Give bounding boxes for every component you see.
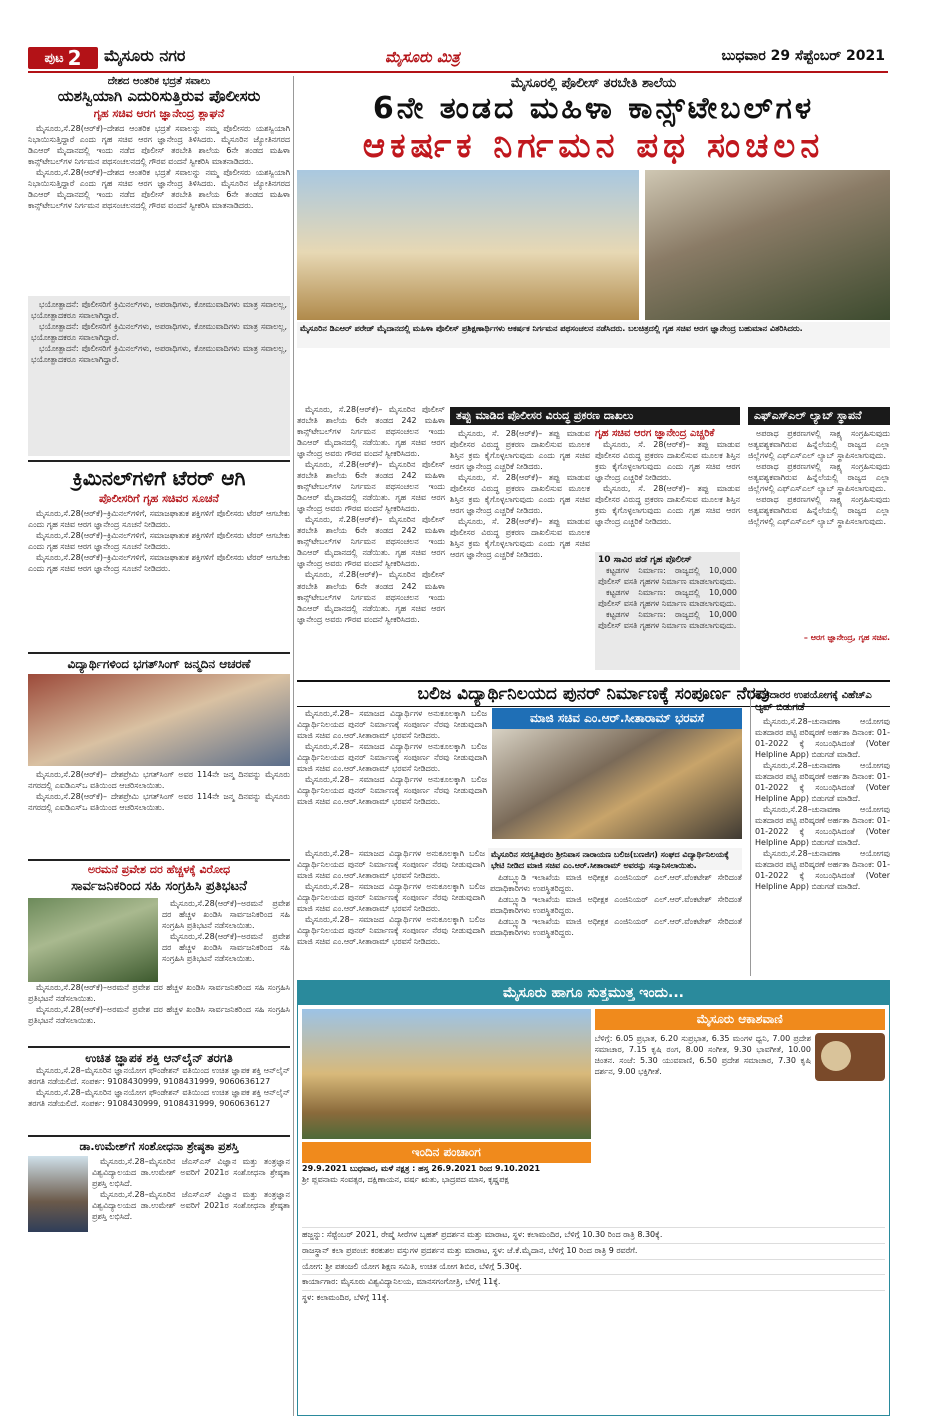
article-body [450,428,590,673]
article-body-continued [28,982,290,1042]
main-article [297,76,890,348]
article-headline: ಮತದಾರರ ಉಪಯೋಗಕ್ಕೆ ವಿಹೆಚ್‌ಎ ಆ್ಯಪ್ ಬಿಡುಗಡೆ [755,690,872,713]
article-paragraph: ಮೈಸೂರು,ಸೆ.28– ಸಮಾಜದ ವಿದ್ಯಾರ್ಥಿಗಳ ಅನುಕೂಲಕ್ಕಾಗಿ ಬಲಿಜ ವಿದ್ಯಾರ್ಥಿನಿಲಯದ ಪುನರ್ ನಿರ್ಮಾಣಕ್ಕೆ ಸಂಪೂರ್ಣ ನೆರವು ನೀಡುವುದಾಗಿ ಮಾಜಿ ಸಚಿವ ಎಂ.ಆರ್.ಸೀತಾರಾಮ್ ಭರವಸೆ ನೀಡಿದರು. [297,775,487,807]
article-kicker: ದೇಶದ ಆಂತರಿಕ ಭದ್ರತೆ ಸವಾಲು [107,76,211,87]
panchang-detail: ಶ್ರೀ ಪ್ಲವನಾಮ ಸಂವತ್ಸರ, ದಕ್ಷಿಣಾಯನ, ವರ್ಷ ಋತು, ಭಾದ್ರಪದ ಮಾಸ, ಕೃಷ್ಣಪಕ್ಷ [302,1175,509,1185]
article-sidebar-box [28,296,290,456]
info-box-paragraph: ಕಟ್ಟಡಗಳ ನಿರ್ಮಾಣ: ರಾಜ್ಯದಲ್ಲಿ 10,000 ಪೊಲೀಸ್ ವಸತಿ ಗೃಹಗಳ ನಿರ್ಮಾಣ ಮಾಡಲಾಗುವುದು. [598,588,737,609]
info-box-paragraph: ಕಟ್ಟಡಗಳ ನಿರ್ಮಾಣ: ರಾಜ್ಯದಲ್ಲಿ 10,000 ಪೊಲೀಸ್ ವಸತಿ ಗೃಹಗಳ ನಿರ್ಮಾಣ ಮಾಡಲಾಗುವುದು. [598,610,737,631]
article-body [595,439,740,549]
article-body [28,123,290,293]
story-column-2 [450,404,740,679]
column-divider [293,76,294,1416]
main-photo-caption: ಮೈಸೂರಿನ ಡಿಎಆರ್ ಪರೇಡ್ ಮೈದಾನದಲ್ಲಿ ಮಹಿಳಾ ಪೊಲೀಸ್ ಪ್ರಶಿಕ್ಷಣಾರ್ಥಿಗಳು ಆಕರ್ಷಕ ನಿರ್ಗಮನ ಪಥಸಂಚಲನ ನಡೆಸಿದರು. ಬಲಚಿತ್ರದಲ್ಲಿ ಗೃಹ ಸಚಿವ ಆರಗ ಜ್ಞಾನೇಂದ್ರ ಬಹುಮಾನ ವಿತರಿಸಿದರು. [297,322,890,348]
article-body [297,404,445,679]
article-paragraph: ಮೈಸೂರು, ಸೆ.28(ಆರ್‌ಕೆ)– ಮೈಸೂರಿನ ಪೊಲೀಸ್ ತರಬೇತಿ ಶಾಲೆಯ 6ನೇ ತಂಡದ 242 ಮಹಿಳಾ ಕಾನ್ಸ್‌ಟೇಬಲ್‌ಗಳ ನಿರ್ಗಮನ ಪಥಸಂಚಲನ ಇಂದು ಡಿಎಆರ್ ಮೈದಾನದಲ್ಲಿ ನಡೆಯಿತು. ಗೃಹ ಸಚಿವ ಆರಗ ಜ್ಞಾನೇಂದ್ರ ಅವರು ಗೌರವ ವಂದನೆ ಸ್ವೀಕರಿಸಿದರು. [297,570,445,624]
article-headline: ಉಚಿತ ಜ್ಞಾಪಕ ಶಕ್ತಿ ಆನ್‌ಲೈನ್ ತರಗತಿ [85,1050,233,1065]
info-box [595,552,740,670]
masthead [0,0,945,72]
article-security [28,76,290,462]
ceremony-photo [645,170,890,320]
article-headline: ಯಶಸ್ವಿಯಾಗಿ ಎದುರಿಸುತ್ತಿರುವ ಪೊಲೀಸರು [57,87,261,105]
quote-attribution: – ಆರಗ ಜ್ಞಾನೇಂದ್ರ, ಗೃಹ ಸಚಿವ. [803,633,890,642]
parade-photo [297,170,639,320]
article-paragraph: ಮೈಸೂರು,ಸೆ.28(ಆರ್‌ಕೆ)–ಕ್ರಿಮಿನಲ್‌ಗಳಿಗೆ, ಸಮಾಜಘಾತುಕ ಶಕ್ತಿಗಳಿಗೆ ಪೊಲೀಸರು ಟೆರರ್ ಆಗಬೇಕು ಎಂದು ಗೃಹ ಸಚಿವ ಆರಗ ಜ್ಞಾನೇಂದ್ರ ಸೂಚನೆ ನೀಡಿದರು. [28,509,290,530]
article-paragraph: ಮೈಸೂರು,ಸೆ.28(ಆರ್‌ಕೆ)–ದೇಶದ ಆಂತರಿಕ ಭದ್ರತೆ ಸವಾಲನ್ನು ನಮ್ಮ ಪೊಲೀಸರು ಯಶಸ್ವಿಯಾಗಿ ನಿಭಾಯಿಸುತ್ತಿದ್ದಾರೆ ಎಂದು ಗೃಹ ಸಚಿವ ಆರಗ ಜ್ಞಾನೇಂದ್ರ ತಿಳಿಸಿದರು. ಮೈಸೂರಿನ ಜ್ಯೋತಿನಗರದ ಡಿಎಆರ್ ಮೈದಾನದಲ್ಲಿ ಇಂದು ನಡೆದ ಪೊಲೀಸ್ ತರಬೇತಿ ಶಾಲೆಯ 6ನೇ ತಂಡದ ಮಹಿಳಾ ಕಾನ್ಸ್‌ಟೇಬಲ್‌ಗಳ ನಿರ್ಗಮನ ಪಥಸಂಚಲನದಲ್ಲಿ ಗೌರವ ವಂದನೆ ಸ್ವೀಕರಿಸಿ ಮಾತನಾಡಿದರು. [28,168,290,211]
article-online-class [28,1051,290,1137]
article-paragraph: ಮೈಸೂರು,ಸೆ.28–ಚುನಾವಣಾ ಆಯೋಗವು ಮತದಾರರ ಪಟ್ಟಿ ಪರಿಷ್ಕರಣೆ ಅರ್ಹತಾ ದಿನಾಂಕ: 01-01-2022 ಕ್ಕೆ ಸಂಬಂಧಿಸಿದಂತೆ (Voter Helpline App) ಬಿಡುಗಡೆ ಮಾಡಿದೆ. [755,717,890,760]
quote-paragraph: ಅಪರಾಧ ಪ್ರಕರಣಗಳಲ್ಲಿ ಸಾಕ್ಷ್ಯ ಸಂಗ್ರಹಿಸುವುದು ಅತ್ಯವಶ್ಯಕವಾಗಿರುವ ಹಿನ್ನೆಲೆಯಲ್ಲಿ ರಾಜ್ಯದ ಎಲ್ಲಾ ಜಿಲ್ಲೆಗಳಲ್ಲಿ ಎಫ್‌ಎಸ್‌ಎಲ್ ಲ್ಯಾಬ್ ಸ್ಥಾಪಿಸಲಾಗುವುದು. [748,495,890,527]
balija-headline: ಬಲಿಜ ವಿದ್ಯಾರ್ಥಿನಿಲಯದ ಪುನರ್ ನಿರ್ಮಾಣಕ್ಕೆ ಸಂಪೂರ್ಣ ನೆರವು [297,680,890,707]
protest-photo [28,898,158,982]
info-box-body [598,565,737,631]
article-paragraph: ಮೈಸೂರು, ಸೆ. 28(ಆರ್‌ಕೆ)– ತಪ್ಪು ಮಾಡುವ ಪೊಲೀಸರ ವಿರುದ್ಧ ಪ್ರಕರಣ ದಾಖಲಿಸುವ ಮೂಲಕ ಶಿಸ್ತಿನ ಕ್ರಮ ಕೈಗೊಳ್ಳಲಾಗುವುದು ಎಂದು ಗೃಹ ಸಚಿವ ಆರಗ ಜ್ಞಾನೇಂದ್ರ ಎಚ್ಚರಿಕೆ ನೀಡಿದರು. [450,517,590,560]
event-item: ಕಾರ್ಯಾಗಾರ: ಮೈಸೂರು ವಿಶ್ವವಿದ್ಯಾನಿಲಯ, ಮಾನಸಗಂಗೋತ್ರಿ, ಬೆಳಿಗ್ಗೆ 11ಕ್ಕೆ. [302,1274,885,1290]
article-subhead: ಗೃಹ ಸಚಿವ ಆರಗ ಜ್ಞಾನೇಂದ್ರ ಎಚ್ಚರಿಕೆ [595,428,715,439]
story-column-1 [297,404,445,679]
article-body [755,716,890,966]
article-award [28,1140,290,1231]
info-box-paragraph: ಕಟ್ಟಡಗಳ ನಿರ್ಮಾಣ: ರಾಜ್ಯದಲ್ಲಿ 10,000 ಪೊಲೀಸ್ ವಸತಿ ಗೃಹಗಳ ನಿರ್ಮಾಣ ಮಾಡಲಾಗುವುದು. [598,566,737,587]
article-body [92,1156,290,1232]
article-paragraph: ಮೈಸೂರು, ಸೆ.28(ಆರ್‌ಕೆ)– ಮೈಸೂರಿನ ಪೊಲೀಸ್ ತರಬೇತಿ ಶಾಲೆಯ 6ನೇ ತಂಡದ 242 ಮಹಿಳಾ ಕಾನ್ಸ್‌ಟೇಬಲ್‌ಗಳ ನಿರ್ಗಮನ ಪಥಸಂಚಲನ ಇಂದು ಡಿಎಆರ್ ಮೈದಾನದಲ್ಲಿ ನಡೆಯಿತು. ಗೃಹ ಸಚಿವ ಆರಗ ಜ್ಞಾನೇಂದ್ರ ಅವರು ಗೌರವ ವಂದನೆ ಸ್ವೀಕರಿಸಿದರು. [297,405,445,459]
article-body [297,708,487,843]
event-item: ಹಜ್ಜನ್ನು: ಸೆಪ್ಟೆಂಬರ್ 2021, ರೇಷ್ಮೆ ಸೀರೆಗಳ ಬೃಹತ್ ಪ್ರದರ್ಶನ ಮತ್ತು ಮಾರಾಟ, ಸ್ಥಳ: ಕಲಾಮಂದಿರ, ಬೆಳಿಗ್ಗೆ 10.30 ರಿಂದ ರಾತ್ರಿ 8.30ಕ್ಕೆ. [302,1227,885,1243]
article-palace-protest [28,863,290,1048]
main-headline-1: 6ನೇ ತಂಡದ ಮಹಿಳಾ ಕಾನ್ಸ್‌ಟೇಬಲ್‌ಗಳ [372,91,815,126]
article-paragraph: ಮೈಸೂರು, ಸೆ. 28(ಆರ್‌ಕೆ)– ತಪ್ಪು ಮಾಡುವ ಪೊಲೀಸರ ವಿರುದ್ಧ ಪ್ರಕರಣ ದಾಖಲಿಸುವ ಮೂಲಕ ಶಿಸ್ತಿನ ಕ್ರಮ ಕೈಗೊಳ್ಳಲಾಗುವುದು ಎಂದು ಗೃಹ ಸಚಿವ ಆರಗ ಜ್ಞಾನೇಂದ್ರ ಎಚ್ಚರಿಕೆ ನೀಡಿದರು. [450,429,590,472]
balija-body-right [490,872,742,976]
mysore-palace-photo [302,1009,591,1139]
article-paragraph: ಮೈಸೂರು,ಸೆ.28(ಆರ್‌ಕೆ)–ಅರಮನೆ ಪ್ರವೇಶ ದರ ಹೆಚ್ಚಳ ಖಂಡಿಸಿ ಸಾರ್ವಜನಿಕರಿಂದ ಸಹಿ ಸಂಗ್ರಹಿಸಿ ಪ್ರತಿಭಟನೆ ನಡೆಸಲಾಯಿತು. [162,932,290,964]
article-paragraph: ಮೈಸೂರು,ಸೆ.28(ಆರ್‌ಕೆ)–ದೇಶದ ಆಂತರಿಕ ಭದ್ರತೆ ಸವಾಲನ್ನು ನಮ್ಮ ಪೊಲೀಸರು ಯಶಸ್ವಿಯಾಗಿ ನಿಭಾಯಿಸುತ್ತಿದ್ದಾರೆ ಎಂದು ಗೃಹ ಸಚಿವ ಆರಗ ಜ್ಞಾನೇಂದ್ರ ತಿಳಿಸಿದರು. ಮೈಸೂರಿನ ಜ್ಯೋತಿನಗರದ ಡಿಎಆರ್ ಮೈದಾನದಲ್ಲಿ ಇಂದು ನಡೆದ ಪೊಲೀಸ್ ತರಬೇತಿ ಶಾಲೆಯ 6ನೇ ತಂಡದ ಮಹಿಳಾ ಕಾನ್ಸ್‌ಟೇಬಲ್‌ಗಳ ನಿರ್ಗಮನ ಪಥಸಂಚಲನದಲ್ಲಿ ಗೌರವ ವಂದನೆ ಸ್ವೀಕರಿಸಿ ಮಾತನಾಡಿದರು. [28,124,290,167]
article-paragraph: ಪಿಡಬ್ಲ್ಯೂಡಿ ಇಲಾಖೆಯ ಮಾಜಿ ಅಧೀಕ್ಷಕ ಎಂಜಿನಿಯರ್ ಎಲ್.ಆರ್.ವೆಂಕಟೇಶ್ ಸೇರಿದಂತೆ ಪದಾಧಿಕಾರಿಗಳು ಉಪಸ್ಥಿತರಿದ್ದರು. [490,895,742,916]
article-body [28,769,290,855]
event-venue: ಸ್ಥಳ: ಕಲಾಮಂದಿರ, ಬೆಳಿಗ್ಗೆ 11ಕ್ಕೆ. [302,1290,885,1306]
story-column-3 [748,404,890,679]
section-bar: ತಪ್ಪು ಮಾಡಿದ ಪೊಲೀಸರ ವಿರುದ್ಧ ಪ್ರಕರಣ ದಾಖಲು [450,407,740,425]
today-bar: ಮೈಸೂರು ಹಾಗೂ ಸುತ್ತಮುತ್ತ ಇಂದು... [298,981,889,1005]
article-body [28,1065,290,1131]
event-item: ಯೋಗ: ಶ್ರೀ ಪತಂಜಲಿ ಯೋಗ ಶಿಕ್ಷಣ ಸಮಿತಿ, ಉಚಿತ ಯೋಗ ಶಿಬಿರ, ಬೆಳಿಗ್ಗೆ 5.30ಕ್ಕೆ. [302,1259,885,1275]
section-bar: ಎಫ್‌ಎಸ್‌ಎಲ್ ಲ್ಯಾಬ್ ಸ್ಥಾಪನೆ [748,407,890,425]
issue-date: ಬುಧವಾರ 29 ಸೆಪ್ಟೆಂಬರ್ 2021 [721,48,885,64]
article-paragraph: ಮೈಸೂರು,ಸೆ.28–ಚುನಾವಣಾ ಆಯೋಗವು ಮತದಾರರ ಪಟ್ಟಿ ಪರಿಷ್ಕರಣೆ ಅರ್ಹತಾ ದಿನಾಂಕ: 01-01-2022 ಕ್ಕೆ ಸಂಬಂಧಿಸಿದಂತೆ (Voter Helpline App) ಬಿಡುಗಡೆ ಮಾಡಿದೆ. [755,761,890,804]
today-section [297,980,890,1416]
page-number: 2 [67,46,82,70]
article-paragraph: ಮೈಸೂರು, ಸೆ. 28(ಆರ್‌ಕೆ)– ತಪ್ಪು ಮಾಡುವ ಪೊಲೀಸರ ವಿರುದ್ಧ ಪ್ರಕರಣ ದಾಖಲಿಸುವ ಮೂಲಕ ಶಿಸ್ತಿನ ಕ್ರಮ ಕೈಗೊಳ್ಳಲಾಗುವುದು ಎಂದು ಗೃಹ ಸಚಿವ ಆರಗ ಜ್ಞಾನೇಂದ್ರ ಎಚ್ಚರಿಕೆ ನೀಡಿದರು. [450,473,590,516]
balija-article [297,708,742,843]
paper-logo: ಮೈಸೂರು ಮಿತ್ರ [385,48,460,66]
article-paragraph: ಮೈಸೂರು,ಸೆ.28–ಮೈಸೂರಿನ ಜೆಎಸ್‌ಎಸ್ ವಿಜ್ಞಾನ ಮತ್ತು ತಂತ್ರಜ್ಞಾನ ವಿಶ್ವವಿದ್ಯಾಲಯದ ಡಾ.ಉಮೇಶ್ ಅವರಿಗೆ 2021ರ ಸಂಶೋಧನಾ ಶ್ರೇಷ್ಠತಾ ಪ್ರಶಸ್ತಿ ಲಭಿಸಿದೆ. [92,1156,290,1188]
article-crime [28,466,290,654]
masthead-rule [28,71,888,73]
article-paragraph: ಮೈಸೂರು,ಸೆ.28(ಆರ್‌ಕೆ)– ದೇಶಪ್ರೇಮಿ ಭಗತ್‌ಸಿಂಗ್ ಅವರ 114ನೇ ಜನ್ಮ ದಿನವನ್ನು ಮೈಸೂರು ನಗರದಲ್ಲಿ ಎಐಡಿಎಸ್‌ಒ ವತಿಯಿಂದ ಆಚರಿಸಲಾಯಿತು. [28,792,290,813]
sidebar-paragraph: ಭಯೋತ್ಪಾದನೆ: ಪೊಲೀಸರಿಗೆ ಕ್ರಿಮಿನಲ್‌ಗಳು, ಅಪರಾಧಿಗಳು, ಕೋಮುವಾದಿಗಳು ಮಾತ್ರ ಸವಾಲಲ್ಲ, ಭಯೋತ್ಪಾದಕರೂ ಸವಾಲಾಗಿದ್ದಾರೆ. [31,344,287,365]
article-paragraph: ಪಿಡಬ್ಲ್ಯೂಡಿ ಇಲಾಖೆಯ ಮಾಜಿ ಅಧೀಕ್ಷಕ ಎಂಜಿನಿಯರ್ ಎಲ್.ಆರ್.ವೆಂಕಟೇಶ್ ಸೇರಿದಂತೆ ಪದಾಧಿಕಾರಿಗಳು ಉಪಸ್ಥಿತರಿದ್ದರು. [490,873,742,894]
article-paragraph: ಮೈಸೂರು, ಸೆ.28(ಆರ್‌ಕೆ)– ಮೈಸೂರಿನ ಪೊಲೀಸ್ ತರಬೇತಿ ಶಾಲೆಯ 6ನೇ ತಂಡದ 242 ಮಹಿಳಾ ಕಾನ್ಸ್‌ಟೇಬಲ್‌ಗಳ ನಿರ್ಗಮನ ಪಥಸಂಚಲನ ಇಂದು ಡಿಎಆರ್ ಮೈದಾನದಲ್ಲಿ ನಡೆಯಿತು. ಗೃಹ ಸಚಿವ ಆರಗ ಜ್ಞಾನೇಂದ್ರ ಅವರು ಗೌರವ ವಂದನೆ ಸ್ವೀಕರಿಸಿದರು. [297,515,445,569]
event-item: ರಾಜಸ್ಥಾನ್ ಕಲಾ ಪ್ರಪಂಚ: ಕರಕುಶಲ ವಸ್ತುಗಳ ಪ್ರದರ್ಶನ ಮತ್ತು ಮಾರಾಟ, ಸ್ಥಳ: ಜೆ.ಕೆ.ಮೈದಾನ, ಬೆಳಿಗ್ಗೆ 10 ರಿಂದ ರಾತ್ರಿ 9 ರವರೆಗೆ. [302,1243,885,1259]
article-paragraph: ಮೈಸೂರು,ಸೆ.28(ಆರ್‌ಕೆ)–ಕ್ರಿಮಿನಲ್‌ಗಳಿಗೆ, ಸಮಾಜಘಾತುಕ ಶಕ್ತಿಗಳಿಗೆ ಪೊಲೀಸರು ಟೆರರ್ ಆಗಬೇಕು ಎಂದು ಗೃಹ ಸಚಿವ ಆರಗ ಜ್ಞಾನೇಂದ್ರ ಸೂಚನೆ ನೀಡಿದರು. [28,531,290,552]
quote-body [748,428,890,633]
sidebar-paragraph: ಭಯೋತ್ಪಾದನೆ: ಪೊಲೀಸರಿಗೆ ಕ್ರಿಮಿನಲ್‌ಗಳು, ಅಪರಾಧಿಗಳು, ಕೋಮುವಾದಿಗಳು ಮಾತ್ರ ಸವಾಲಲ್ಲ, ಭಯೋತ್ಪಾದಕರೂ ಸವಾಲಾಗಿದ್ದಾರೆ. [31,300,287,321]
photo-bar: ಮಾಜಿ ಸಚಿವ ಎಂ.ಆರ್.ಸೀತಾರಾಮ್ ಭರವಸೆ [492,708,742,729]
main-kicker: ಮೈಸೂರಲ್ಲಿ ಪೊಲೀಸ್ ತರಬೇತಿ ಶಾಲೆಯ [510,76,677,91]
article-body [162,898,290,982]
radio-bar: ಮೈಸೂರು ಆಕಾಶವಾಣಿ [595,1009,886,1030]
article-headline: ಸಾರ್ವಜನಿಕರಿಂದ ಸಹಿ ಸಂಗ್ರಹಿಸಿ ಪ್ರತಿಭಟನೆ [71,879,247,895]
article-headline: ವಿದ್ಯಾರ್ಥಿಗಳಿಂದ ಭಗತ್‌ಸಿಂಗ್ ಜನ್ಮದಿನ ಆಚರಣೆ [67,657,251,671]
article-subhead: ಗೃಹ ಸಚಿವ ಆರಗ ಜ್ಞಾನೇಂದ್ರ ಶ್ಲಾಘನೆ [93,107,225,120]
voters-article [750,690,890,976]
article-paragraph: ಮೈಸೂರು,ಸೆ.28(ಆರ್‌ಕೆ)–ಕ್ರಿಮಿನಲ್‌ಗಳಿಗೆ, ಸಮಾಜಘಾತುಕ ಶಕ್ತಿಗಳಿಗೆ ಪೊಲೀಸರು ಟೆರರ್ ಆಗಬೇಕು ಎಂದು ಗೃಹ ಸಚಿವ ಆರಗ ಜ್ಞಾನೇಂದ್ರ ಸೂಚನೆ ನೀಡಿದರು. [28,553,290,574]
balija-photo-caption: ಮೈಸೂರಿನ ಸರಸ್ವತಿಪುರಂ ಶ್ರೀನಿವಾಸ ನಾರಾಯಣ ಬಲಿಜ(ಬಣಜಿಗ) ಸಂಘದ ವಿದ್ಯಾರ್ಥಿನಿಲಯಕ್ಕೆ ಭೇಟಿ ನೀಡಿದ ಮಾಜಿ ಸಚಿವ ಎಂ.ಆರ್.ಸೀತಾರಾಮ್ ಅವರನ್ನು ಸನ್ಮಾನಿಸಲಾಯಿತು. [488,848,742,870]
page-number-badge [28,47,98,69]
info-box-title: 10 ಸಾವಿರ ಪಡೆ ಗೃಹ ಪೊಲೀಸ್ [598,555,692,565]
article-paragraph: ಮೈಸೂರು,ಸೆ.28– ಸಮಾಜದ ವಿದ್ಯಾರ್ಥಿಗಳ ಅನುಕೂಲಕ್ಕಾಗಿ ಬಲಿಜ ವಿದ್ಯಾರ್ಥಿನಿಲಯದ ಪುನರ್ ನಿರ್ಮಾಣಕ್ಕೆ ಸಂಪೂರ್ಣ ನೆರವು ನೀಡುವುದಾಗಿ ಮಾಜಿ ಸಚಿವ ಎಂ.ಆರ್.ಸೀತಾರಾಮ್ ಭರವಸೆ ನೀಡಿದರು. [297,709,487,741]
article-paragraph: ಮೈಸೂರು,ಸೆ.28– ಸಮಾಜದ ವಿದ್ಯಾರ್ಥಿಗಳ ಅನುಕೂಲಕ್ಕಾಗಿ ಬಲಿಜ ವಿದ್ಯಾರ್ಥಿನಿಲಯದ ಪುನರ್ ನಿರ್ಮಾಣಕ್ಕೆ ಸಂಪೂರ್ಣ ನೆರವು ನೀಡುವುದಾಗಿ ಮಾಜಿ ಸಚಿವ ಎಂ.ಆರ್.ಸೀತಾರಾಮ್ ಭರವಸೆ ನೀಡಿದರು. [297,849,485,881]
article-paragraph: ಮೈಸೂರು,ಸೆ.28– ಸಮಾಜದ ವಿದ್ಯಾರ್ಥಿಗಳ ಅನುಕೂಲಕ್ಕಾಗಿ ಬಲಿಜ ವಿದ್ಯಾರ್ಥಿನಿಲಯದ ಪುನರ್ ನಿರ್ಮಾಣಕ್ಕೆ ಸಂಪೂರ್ಣ ನೆರವು ನೀಡುವುದಾಗಿ ಮಾಜಿ ಸಚಿವ ಎಂ.ಆರ್.ಸೀತಾರಾಮ್ ಭರವಸೆ ನೀಡಿದರು. [297,882,485,914]
article-paragraph: ಪಿಡಬ್ಲ್ಯೂಡಿ ಇಲಾಖೆಯ ಮಾಜಿ ಅಧೀಕ್ಷಕ ಎಂಜಿನಿಯರ್ ಎಲ್.ಆರ್.ವೆಂಕಟೇಶ್ ಸೇರಿದಂತೆ ಪದಾಧಿಕಾರಿಗಳು ಉಪಸ್ಥಿತರಿದ್ದರು. [490,917,742,938]
article-kicker: ಅರಮನೆ ಪ್ರವೇಶ ದರ ಹೆಚ್ಚಳಕ್ಕೆ ವಿರೋಧ [87,863,231,877]
article-paragraph: ಮೈಸೂರು,ಸೆ.28(ಆರ್‌ಕೆ)–ಅರಮನೆ ಪ್ರವೇಶ ದರ ಹೆಚ್ಚಳ ಖಂಡಿಸಿ ಸಾರ್ವಜನಿಕರಿಂದ ಸಹಿ ಸಂಗ್ರಹಿಸಿ ಪ್ರತಿಭಟನೆ ನಡೆಸಲಾಯಿತು. [162,898,290,931]
article-headline: ಡಾ.ಉಮೇಶ್‌ಗೆ ಸಂಶೋಧನಾ ಶ್ರೇಷ್ಠತಾ ಪ್ರಶಸ್ತಿ [79,1140,239,1154]
article-paragraph: ಮೈಸೂರು,ಸೆ.28–ಮೈಸೂರಿನ ಜೆಎಸ್‌ಎಸ್ ವಿಜ್ಞಾನ ಮತ್ತು ತಂತ್ರಜ್ಞಾನ ವಿಶ್ವವಿದ್ಯಾಲಯದ ಡಾ.ಉಮೇಶ್ ಅವರಿಗೆ 2021ರ ಸಂಶೋಧನಾ ಶ್ರೇಷ್ಠತಾ ಪ್ರಶಸ್ತಿ ಲಭಿಸಿದೆ. [92,1189,290,1221]
article-paragraph: ಮೈಸೂರು,ಸೆ.28–ಚುನಾವಣಾ ಆಯೋಗವು ಮತದಾರರ ಪಟ್ಟಿ ಪರಿಷ್ಕರಣೆ ಅರ್ಹತಾ ದಿನಾಂಕ: 01-01-2022 ಕ್ಕೆ ಸಂಬಂಧಿಸಿದಂತೆ (Voter Helpline App) ಬಿಡುಗಡೆ ಮಾಡಿದೆ. [755,849,890,892]
article-paragraph: ಮೈಸೂರು,ಸೆ.28– ಸಮಾಜದ ವಿದ್ಯಾರ್ಥಿಗಳ ಅನುಕೂಲಕ್ಕಾಗಿ ಬಲಿಜ ವಿದ್ಯಾರ್ಥಿನಿಲಯದ ಪುನರ್ ನಿರ್ಮಾಣಕ್ಕೆ ಸಂಪೂರ್ಣ ನೆರವು ನೀಡುವುದಾಗಿ ಮಾಜಿ ಸಚಿವ ಎಂ.ಆರ್.ಸೀತಾರಾಮ್ ಭರವಸೆ ನೀಡಿದರು. [297,742,487,774]
main-headline-2: ಆಕರ್ಷಕ ನಿರ್ಗಮನ ಪಥ ಸಂಚಲನ [362,126,825,166]
balija-body-continued [297,848,485,976]
article-bhagat-singh [28,657,290,861]
panchang-line: 29.9.2021 ಬುಧವಾರ, ಮಳೆ ನಕ್ಷತ್ರ : ಹಸ್ತ 26.9.2021 ರಿಂದ 9.10.2021 [302,1164,541,1173]
article-paragraph: ಮೈಸೂರು,ಸೆ.28– ಸಮಾಜದ ವಿದ್ಯಾರ್ಥಿಗಳ ಅನುಕೂಲಕ್ಕಾಗಿ ಬಲಿಜ ವಿದ್ಯಾರ್ಥಿನಿಲಯದ ಪುನರ್ ನಿರ್ಮಾಣಕ್ಕೆ ಸಂಪೂರ್ಣ ನೆರವು ನೀಡುವುದಾಗಿ ಮಾಜಿ ಸಚಿವ ಎಂ.ಆರ್.ಸೀತಾರಾಮ್ ಭರವಸೆ ನೀಡಿದರು. [297,915,485,947]
sidebar-paragraph: ಭಯೋತ್ಪಾದನೆ: ಪೊಲೀಸರಿಗೆ ಕ್ರಿಮಿನಲ್‌ಗಳು, ಅಪರಾಧಿಗಳು, ಕೋಮುವಾದಿಗಳು ಮಾತ್ರ ಸವಾಲಲ್ಲ, ಭಯೋತ್ಪಾದಕರೂ ಸವಾಲಾಗಿದ್ದಾರೆ. [31,322,287,343]
article-paragraph: ಮೈಸೂರು,ಸೆ.28(ಆರ್‌ಕೆ)–ಅರಮನೆ ಪ್ರವೇಶ ದರ ಹೆಚ್ಚಳ ಖಂಡಿಸಿ ಸಾರ್ವಜನಿಕರಿಂದ ಸಹಿ ಸಂಗ್ರಹಿಸಿ ಪ್ರತಿಭಟನೆ ನಡೆಸಲಾಯಿತು. [28,1005,290,1026]
panchang-bar: ಇಂದಿನ ಪಂಚಾಂಗ [302,1142,591,1163]
page-label: ಪುಟ [44,50,64,66]
radio-icon [815,1033,885,1081]
radio-schedule: ಬೆಳಿಗ್ಗೆ: 6.05 ಪ್ರಭಾತ, 6.20 ಸುಪ್ರಭಾತ, 6.35 ಮಂಗಳ ಧ್ವನಿ, 7.00 ಪ್ರದೇಶ ಸಮಾಚಾರ, 7.15 ಕೃಷಿ ರಂಗ, 8.00 ಸಂಗೀತ, 9.30 ಭಾವಗೀತೆ, 10.00 ಚಿಂತನ. ಸಂಜೆ: 5.30 ಯುವವಾಣಿ, 6.50 ಪ್ರದೇಶ ಸಮಾಚಾರ, 7.30 ಕೃಷಿ ದರ್ಶನ, 9.00 ಭಕ್ತಿಗೀತೆ. [594,1034,811,1077]
article-paragraph: ಮೈಸೂರು,ಸೆ.28–ಚುನಾವಣಾ ಆಯೋಗವು ಮತದಾರರ ಪಟ್ಟಿ ಪರಿಷ್ಕರಣೆ ಅರ್ಹತಾ ದಿನಾಂಕ: 01-01-2022 ಕ್ಕೆ ಸಂಬಂಧಿಸಿದಂತೆ (Voter Helpline App) ಬಿಡುಗಡೆ ಮಾಡಿದೆ. [755,805,890,848]
students-photo [28,674,290,766]
article-paragraph: ಮೈಸೂರು, ಸೆ.28(ಆರ್‌ಕೆ)– ಮೈಸೂರಿನ ಪೊಲೀಸ್ ತರಬೇತಿ ಶಾಲೆಯ 6ನೇ ತಂಡದ 242 ಮಹಿಳಾ ಕಾನ್ಸ್‌ಟೇಬಲ್‌ಗಳ ನಿರ್ಗಮನ ಪಥಸಂಚಲನ ಇಂದು ಡಿಎಆರ್ ಮೈದಾನದಲ್ಲಿ ನಡೆಯಿತು. ಗೃಹ ಸಚಿವ ಆರಗ ಜ್ಞಾನೇಂದ್ರ ಅವರು ಗೌರವ ವಂದನೆ ಸ್ವೀಕರಿಸಿದರು. [297,460,445,514]
events-list [298,1227,889,1306]
article-headline: ಕ್ರಿಮಿನಲ್‌ಗಳಿಗೆ ಟೆರರ್ ಆಗಿ [72,466,246,490]
article-paragraph: ಮೈಸೂರು,ಸೆ.28(ಆರ್‌ಕೆ)–ಅರಮನೆ ಪ್ರವೇಶ ದರ ಹೆಚ್ಚಳ ಖಂಡಿಸಿ ಸಾರ್ವಜನಿಕರಿಂದ ಸಹಿ ಸಂಗ್ರಹಿಸಿ ಪ್ರತಿಭಟನೆ ನಡೆಸಲಾಯಿತು. [28,982,290,1004]
felicitation-photo [492,729,742,839]
section-title: ಮೈಸೂರು ನಗರ [104,46,186,65]
article-paragraph: ಮೈಸೂರು,ಸೆ.28–ಮೈಸೂರಿನ ಜ್ಞಾನಯೋಗ ಫೌಂಡೇಶನ್ ವತಿಯಿಂದ ಉಚಿತ ಜ್ಞಾಪಕ ಶಕ್ತಿ ಆನ್‌ಲೈನ್ ತರಗತಿ ನಡೆಯಲಿದೆ. ಸಂಪರ್ಕ: 9108430999, 9108431999, 9060636127 [28,1088,290,1109]
article-subhead: ಪೊಲೀಸರಿಗೆ ಗೃಹ ಸಚಿವರ ಸೂಚನೆ [99,492,219,505]
article-paragraph: ಮೈಸೂರು, ಸೆ. 28(ಆರ್‌ಕೆ)– ತಪ್ಪು ಮಾಡುವ ಪೊಲೀಸರ ವಿರುದ್ಧ ಪ್ರಕರಣ ದಾಖಲಿಸುವ ಮೂಲಕ ಶಿಸ್ತಿನ ಕ್ರಮ ಕೈಗೊಳ್ಳಲಾಗುವುದು ಎಂದು ಗೃಹ ಸಚಿವ ಆರಗ ಜ್ಞಾನೇಂದ್ರ ಎಚ್ಚರಿಕೆ ನೀಡಿದರು. [595,484,740,527]
article-body [28,508,290,648]
left-column [28,76,290,1232]
article-paragraph: ಮೈಸೂರು, ಸೆ. 28(ಆರ್‌ಕೆ)– ತಪ್ಪು ಮಾಡುವ ಪೊಲೀಸರ ವಿರುದ್ಧ ಪ್ರಕರಣ ದಾಖಲಿಸುವ ಮೂಲಕ ಶಿಸ್ತಿನ ಕ್ರಮ ಕೈಗೊಳ್ಳಲಾಗುವುದು ಎಂದು ಗೃಹ ಸಚಿವ ಆರಗ ಜ್ಞಾನೇಂದ್ರ ಎಚ್ಚರಿಕೆ ನೀಡಿದರು. [595,440,740,483]
quote-paragraph: ಅಪರಾಧ ಪ್ರಕರಣಗಳಲ್ಲಿ ಸಾಕ್ಷ್ಯ ಸಂಗ್ರಹಿಸುವುದು ಅತ್ಯವಶ್ಯಕವಾಗಿರುವ ಹಿನ್ನೆಲೆಯಲ್ಲಿ ರಾಜ್ಯದ ಎಲ್ಲಾ ಜಿಲ್ಲೆಗಳಲ್ಲಿ ಎಫ್‌ಎಸ್‌ಎಲ್ ಲ್ಯಾಬ್ ಸ್ಥಾಪಿಸಲಾಗುವುದು. [748,462,890,494]
quote-paragraph: ಅಪರಾಧ ಪ್ರಕರಣಗಳಲ್ಲಿ ಸಾಕ್ಷ್ಯ ಸಂಗ್ರಹಿಸುವುದು ಅತ್ಯವಶ್ಯಕವಾಗಿರುವ ಹಿನ್ನೆಲೆಯಲ್ಲಿ ರಾಜ್ಯದ ಎಲ್ಲಾ ಜಿಲ್ಲೆಗಳಲ್ಲಿ ಎಫ್‌ಎಸ್‌ಎಲ್ ಲ್ಯಾಬ್ ಸ್ಥಾಪಿಸಲಾಗುವುದು. [748,429,890,461]
article-paragraph: ಮೈಸೂರು,ಸೆ.28(ಆರ್‌ಕೆ)– ದೇಶಪ್ರೇಮಿ ಭಗತ್‌ಸಿಂಗ್ ಅವರ 114ನೇ ಜನ್ಮ ದಿನವನ್ನು ಮೈಸೂರು ನಗರದಲ್ಲಿ ಎಐಡಿಎಸ್‌ಒ ವತಿಯಿಂದ ಆಚರಿಸಲಾಯಿತು. [28,770,290,791]
portrait-photo [28,1156,88,1232]
article-paragraph: ಮೈಸೂರು,ಸೆ.28–ಮೈಸೂರಿನ ಜ್ಞಾನಯೋಗ ಫೌಂಡೇಶನ್ ವತಿಯಿಂದ ಉಚಿತ ಜ್ಞಾಪಕ ಶಕ್ತಿ ಆನ್‌ಲೈನ್ ತರಗತಿ ನಡೆಯಲಿದೆ. ಸಂಪರ್ಕ: 9108430999, 9108431999, 9060636127 [28,1066,290,1087]
